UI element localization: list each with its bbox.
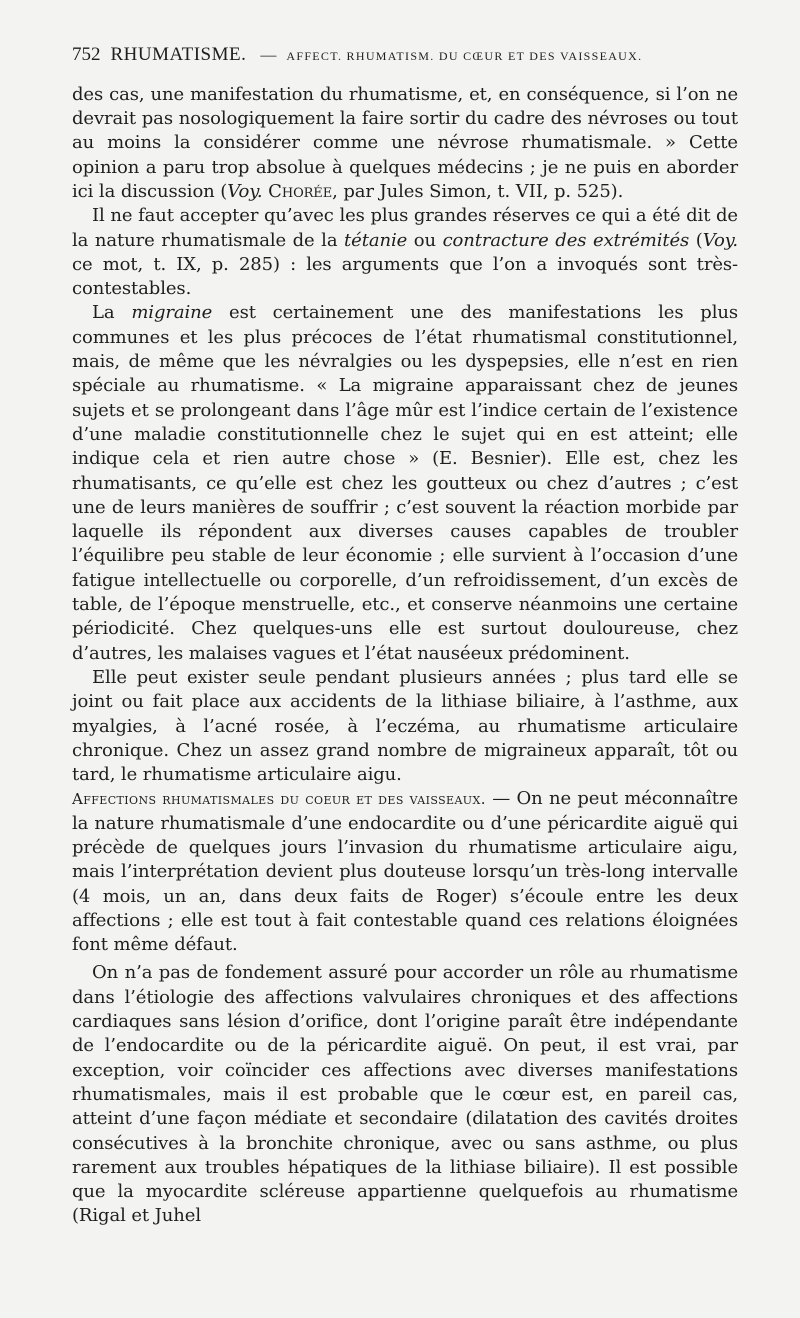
p2-text-a: Il ne faut accepter qu’avec les plus grandes réserves ce qui a été dit de la nature rhumatismale de la — [72, 205, 738, 251]
p3-text-a: La — [92, 302, 132, 324]
paragraph-2 — [72, 204, 738, 301]
paragraph-3 — [72, 301, 738, 665]
p5-text: — On ne peut méconnaître la nature rhumatismale d’une endocardite ou d’une péricardite aiguë qui précède de quelques jours l’invasion du rhumatisme articulaire aigu, mais l’interprétation devient plus douteuse lorsqu’un très-long intervalle (4 mois, un an, dans deux faits de Roger) s’écoule entre les deux affections ; elle est tout à fait contestable quand ces relations éloignées font même défaut. — [72, 788, 738, 956]
p2-voy: Voy. — [702, 229, 738, 251]
running-title: RHUMATISME. — [110, 44, 247, 65]
p1-text-a: des cas, une manifestation du rhumatisme, et, en conséquence, si l’on ne devrait pas nosologiquement la faire sortir du cadre des névroses ou tout au moins la considérer comme une névrose rhumatismale. » Cette opinion a paru trop absolue à quelques médecins ; je ne puis en aborder ici la discussion ( — [72, 83, 738, 202]
running-subtitle: AFFECT. RHUMATISM. DU CŒUR ET DES VAISSEAUX. — [286, 49, 643, 63]
p1-voy: Voy. — [227, 180, 263, 202]
p2-ou: ou — [407, 229, 443, 251]
header-dash: — — [260, 47, 277, 64]
paragraph-5 — [72, 787, 738, 957]
paragraph-4: Elle peut exister seule pendant plusieurs années ; plus tard elle se joint ou fait place aux accidents de la lithiase biliaire, à l’asthme, aux myalgies, à l’acné rosée, à l’eczéma, au rhumatisme articulaire chronique. Chez un assez grand nombre de migraineux apparaît, tôt ou tard, le rhumatisme articulaire aigu. — [72, 666, 738, 786]
page-number: 752 — [72, 44, 101, 65]
p3-text-b: est certainement une des manifestations les plus communes et les plus précoces de l’état rhumatismal constitutionnel, mais, de même que les névralgies ou les dyspepsies, elle n’est en rien spéciale au rhumatisme. « La migraine apparaissant chez de jeunes sujets et se prolongeant dans l’âge mûr est l’indice certain de l’existence d’une maladie constitutionnelle chez le sujet qui en est atteint; elle indique cela et rien autre chose » (E. Besnier). Elle est, chez les rhumatisants, ce qu’elle est chez les goutteux ou chez d’autres ; c’est une de leurs manières de souffrir ; c’est souvent la réaction morbide par laquelle ils répondent aux diverses causes capables de troubler l’équilibre peu stable de leur économie ; elle survient à l’occasion d’une fatigue intellectuelle ou corporelle, d’un refroidissement, d’un excès de table, de l’époque menstruelle, etc., et conserve néanmoins une certaine périodicité. Chez quelques-uns elle est surtout douloureuse, chez d’autres, les malaises vagues et l’état nauséeux prédominent. — [72, 302, 738, 664]
p3-migraine: migraine — [131, 302, 213, 324]
paragraph-6: On n’a pas de fondement assuré pour accorder un rôle au rhumatisme dans l’étiologie des affections valvulaires chroniques et des affections cardiaques sans lésion d’orifice, dont l’origine paraît être indépendante de l’endocardite ou de la péricardite aiguë. On peut, il est vrai, par exception, voir coïncider ces affections avec diverses manifestations rhumatismales, mais il est probable que le cœur est, en pareil cas, atteint d’une façon médiate et secondaire (dilatation des cavités droites consécutives à la bronchite chronique, avec ou sans asthme, ou plus rarement aux troubles hépatiques de la lithiase biliaire). Il est possible que la myocardite scléreuse appartienne quelquefois au rhumatisme (Rigal et Juhel — [72, 962, 738, 1227]
p2-contracture: contracture des extrémités — [442, 229, 690, 251]
running-header — [72, 44, 738, 67]
p2-tetanie: tétanie — [344, 229, 408, 251]
p1-choree: Chorée — [268, 180, 333, 202]
p1-text-b: , par Jules Simon, t. VII, p. 525). — [332, 180, 624, 202]
section-heading: Affections rhumatismales du coeur et des vaisseaux. — [72, 790, 486, 809]
paragraph-1 — [72, 83, 738, 204]
p2-paren: ( — [689, 229, 703, 251]
p2-text-b: ce mot, t. IX, p. 285) : les arguments que l’on a invoqués sont très-contestables. — [72, 253, 738, 300]
page — [72, 44, 738, 1229]
